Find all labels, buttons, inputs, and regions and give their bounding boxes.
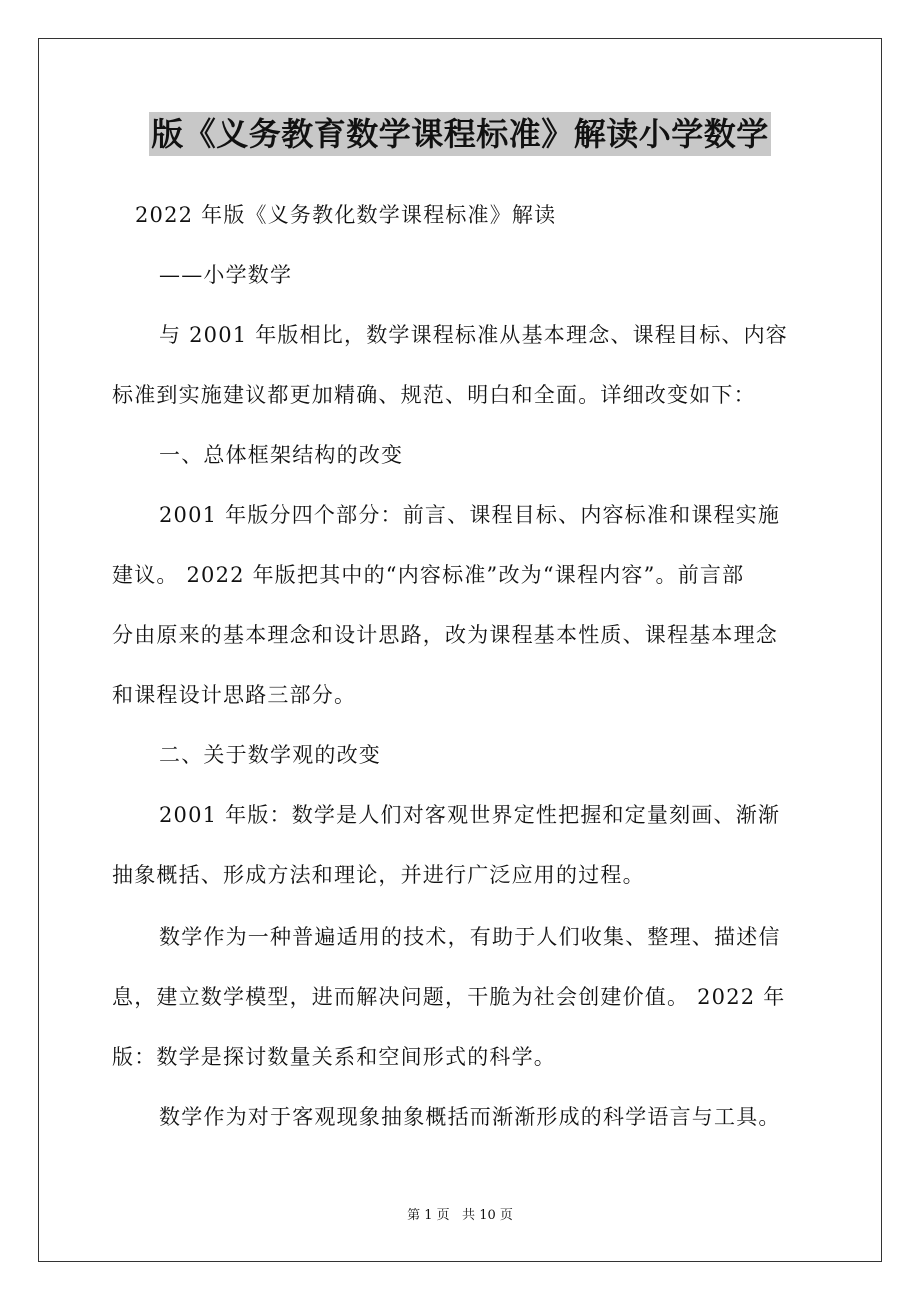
paragraph-line: 数学作为一种普遍适用的技术，有助于人们收集、整理、描述信 bbox=[159, 925, 781, 949]
subtitle-dash-line: ——小学数学 bbox=[159, 263, 293, 287]
paragraph-line: 与 2001 年版相比，数学课程标准从基本理念、课程目标、内容 bbox=[159, 323, 788, 347]
paragraph-line: 版：数学是探讨数量关系和空间形式的科学。 bbox=[112, 1045, 556, 1069]
section-heading: 一、总体框架结构的改变 bbox=[159, 443, 404, 467]
page-number-footer: 第 1 页 共 10 页 bbox=[407, 1208, 513, 1223]
paragraph-line: 建议。 2022 年版把其中的“内容标准”改为“课程内容”。前言部 bbox=[112, 563, 745, 587]
paragraph-line: 2001 年版：数学是人们对客观世界定性把握和定量刻画、渐渐 bbox=[159, 803, 781, 827]
title-container bbox=[0, 112, 920, 156]
paragraph-line: 和课程设计思路三部分。 bbox=[112, 683, 357, 707]
paragraph-line: 数学作为对于客观现象抽象概括而渐渐形成的科学语言与工具。 bbox=[159, 1105, 781, 1129]
paragraph-line: 2001 年版分四个部分：前言、课程目标、内容标准和课程实施 bbox=[159, 503, 781, 527]
section-heading: 二、关于数学观的改变 bbox=[159, 743, 381, 767]
paragraph-line: 息，建立数学模型，进而解决问题，干脆为社会创建价值。 2022 年 bbox=[112, 985, 786, 1009]
paragraph-line: 标准到实施建议都更加精确、规范、明白和全面。详细改变如下： bbox=[112, 383, 756, 407]
subtitle-line: 2022 年版《义务教化数学课程标准》解读 bbox=[135, 203, 557, 227]
document-title: 版《义务教育数学课程标准》解读小学数学 bbox=[149, 112, 771, 156]
paragraph-line: 抽象概括、形成方法和理论，并进行广泛应用的过程。 bbox=[112, 863, 645, 887]
paragraph-line: 分由原来的基本理念和设计思路，改为课程基本性质、课程基本理念 bbox=[112, 623, 778, 647]
